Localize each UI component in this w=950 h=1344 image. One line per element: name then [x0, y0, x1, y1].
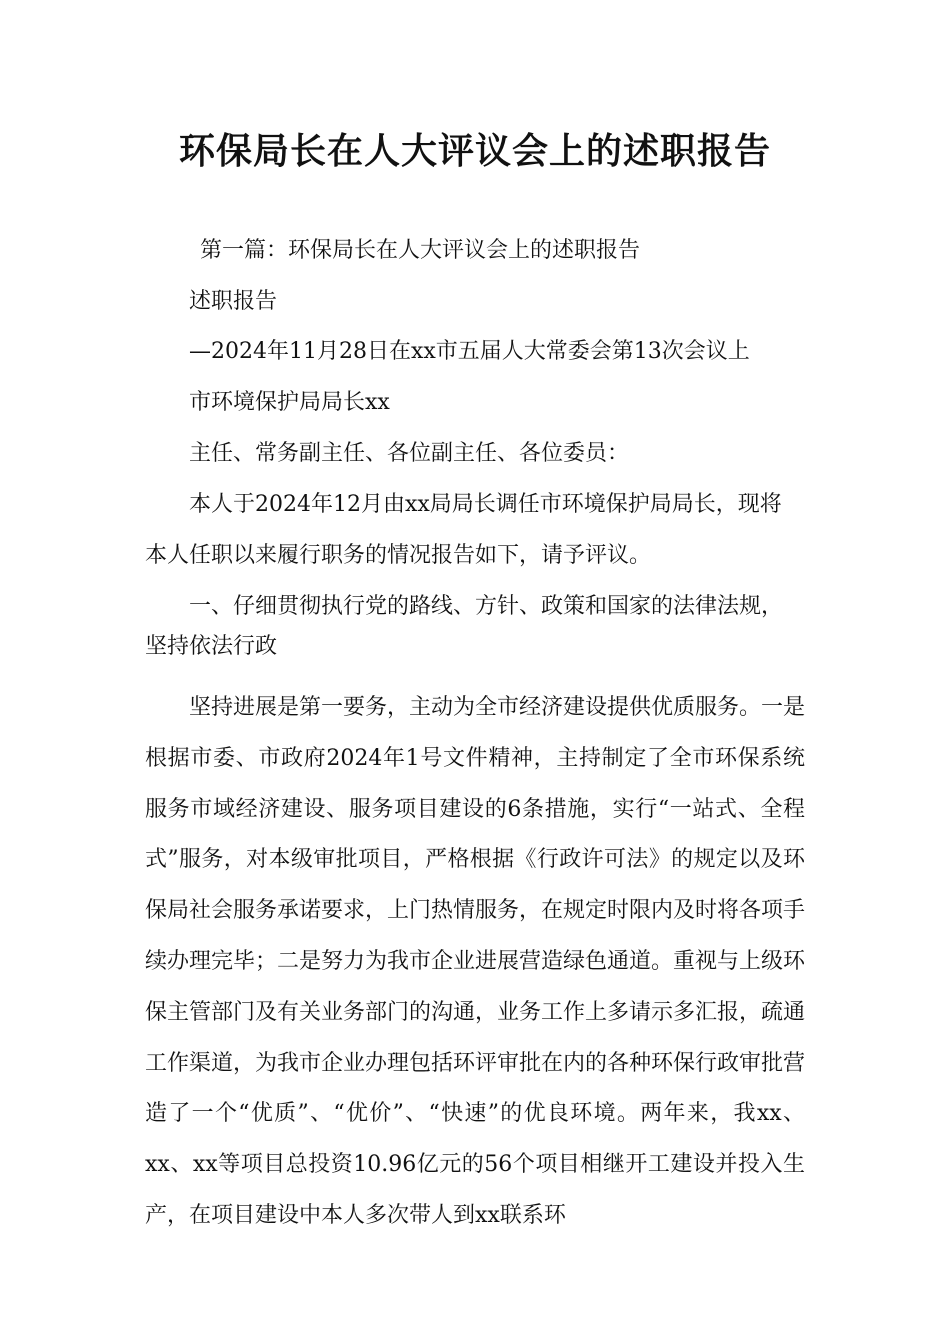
chapter-heading: 第一篇：环保局长在人大评议会上的述职报告 — [200, 238, 641, 263]
body-paragraph: 坚持进展是第一要务，主动为全市经济建设提供优质服务。一是根据市委、市政府2024年1号文件精神，主持制定了全市环保系统服务市域经济建设、服务项目建设的6条措施，实行“一站式、全程式”服务，对本级审批项目，严格根据《行政许可法》的规定以及环保局社会服务承诺要求，上门热情服务，在规定时限内及时将各项手续办理完毕；二是努力为我市企业进展营造绿色通道。重视与上级环保主管部门及有关业务部门的沟通，业务工作上多请示多汇报，疏通工作渠道，为我市企业办理包括环评审批在内的各种环保行政审批营造了一个“优质”、“优价”、“快速”的优良环境。两年来，我xx、xx、xx等项目总投资10.96亿元的56个项目相继开工建设并投入生产，在项目建设中本人多次带人到xx联系环 — [145, 695, 806, 1228]
intro-line-2: 本人任职以来履行职务的情况报告如下，请予评议。 — [145, 543, 652, 568]
document-title: 环保局长在人大评议会上的述职报告 — [178, 131, 771, 172]
author-line: 市环境保护局局长xx — [189, 390, 390, 415]
intro-line-1: 本人于2024年12月由xx局局长调任市环境保护局局长，现将 — [189, 492, 782, 517]
section-heading-line-1: 一、仔细贯彻执行党的路线、方针、政策和国家的法律法规， — [189, 594, 784, 619]
report-label: 述职报告 — [189, 289, 278, 314]
salutation: 主任、常务副主任、各位副主任、各位委员： — [189, 441, 630, 466]
section-heading-line-2: 坚持依法行政 — [145, 634, 278, 659]
meeting-info: —2024年11月28日在xx市五届人大常委会第13次会议上 — [189, 339, 750, 364]
